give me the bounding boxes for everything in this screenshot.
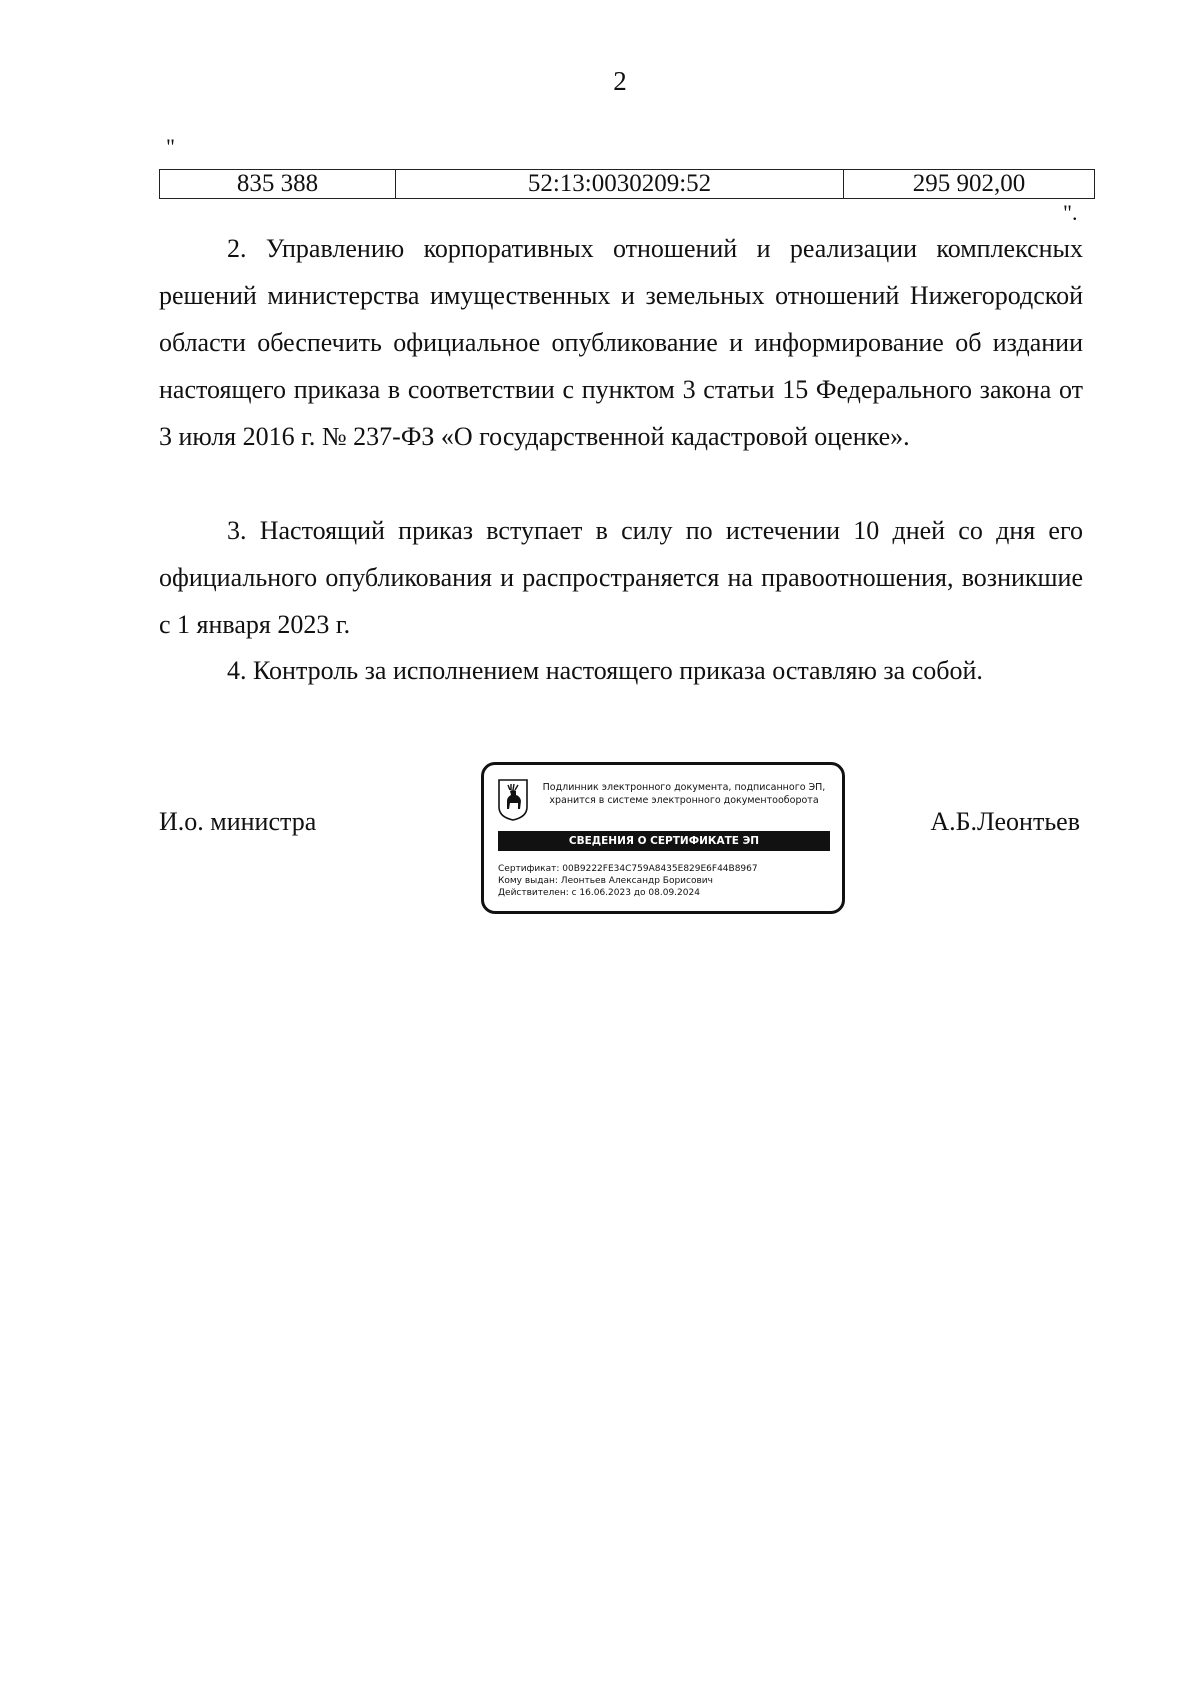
signatory-position: И.о. министра [159, 807, 317, 836]
deer-coat-of-arms-icon [498, 779, 528, 821]
table-cell-cadastral-number: 52:13:0030209:52 [396, 170, 844, 199]
table-row [160, 170, 1095, 199]
paragraph-2: 2. Управлению корпоративных отношений и реализации комплексных решений министерства имущественных и земельных отношений Нижегородской области обеспечить официальное опубликование и информирование об издании настоящего приказа в соответствии с пунктом 3 статьи 15 Федерального закона от 3 июля 2016 г. № 237-ФЗ «О государственной кадастровой оценке». [159, 234, 1083, 451]
paragraph-4-container [159, 647, 1083, 694]
stamp-validity: Действителен: с 16.06.2023 до 08.09.2024 [498, 888, 700, 898]
paragraph-4: 4. Контроль за исполнением настоящего приказа оставляю за собой. [227, 656, 983, 685]
stamp-certificate-info [498, 863, 758, 899]
electronic-signature-stamp [481, 762, 845, 914]
cadastre-table [159, 169, 1095, 199]
paragraph-3: 3. Настоящий приказ вступает в силу по истечении 10 дней со дня его официального опубликования и распространяется на правоотношения, возникшие с 1 января 2023 г. [159, 516, 1083, 639]
stamp-certificate-title: СВЕДЕНИЯ О СЕРТИФИКАТЕ ЭП [498, 831, 830, 851]
stamp-header-line-2: хранится в системе электронного документооборота [549, 795, 819, 806]
page-number: 2 [613, 66, 627, 96]
open-quote: " [166, 134, 175, 159]
stamp-issued-to: Кому выдан: Леонтьев Александр Борисович [498, 876, 713, 886]
stamp-header-line-1: Подлинник электронного документа, подписанного ЭП, [542, 782, 826, 793]
paragraph-2-container [159, 225, 1083, 460]
signatory-name: А.Б.Леонтьев [930, 807, 1080, 836]
paragraph-3-container [159, 507, 1083, 648]
table-cell-number: 835 388 [160, 170, 396, 199]
table-cell-value: 295 902,00 [844, 170, 1095, 199]
stamp-header [534, 781, 834, 807]
stamp-certificate-number: Сертификат: 00B9222FE34C759A8435E829E6F44B8967 [498, 864, 758, 874]
close-quote: ". [1063, 200, 1078, 225]
